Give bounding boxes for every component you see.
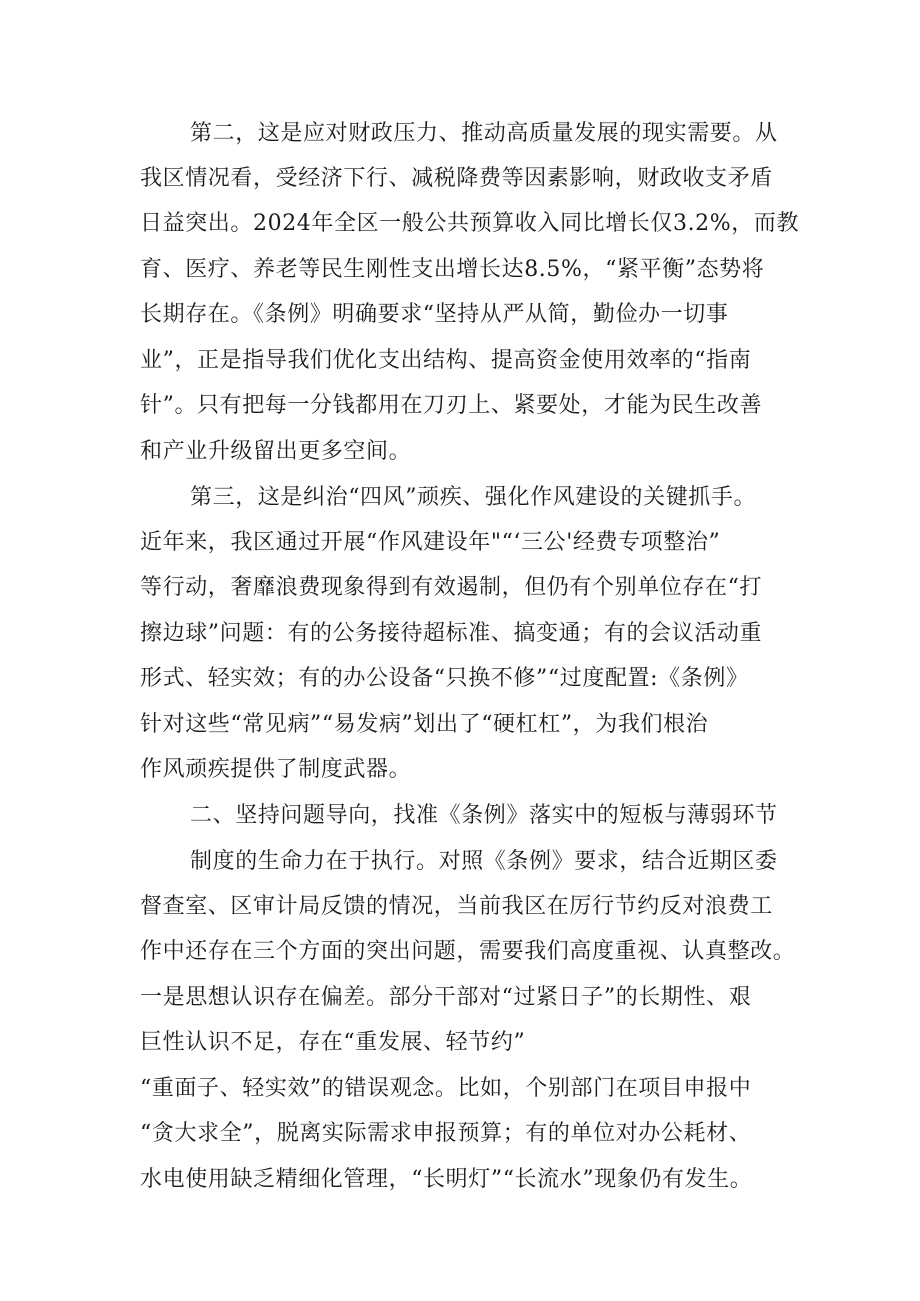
- text-line: 针”。只有把每一分钱都用在刀刃上、紧要处，才能为民生改善: [140, 393, 763, 418]
- text-line: 第三，这是纠治“四风”顽疾、强化作风建设的关键抓手。: [190, 485, 757, 510]
- text-line: 作风顽疾提供了制度武器。: [140, 757, 412, 782]
- text-line: 长期存在。《条例》明确要求“坚持从严从简，勤俭办一切事: [140, 302, 729, 327]
- text-line: 形式、轻实效；有的办公设备“只换不修”“过度配置:《条例》: [140, 666, 749, 691]
- text-line: 业”，正是指导我们优化支出结构、提高资金使用效率的“指南: [140, 348, 752, 373]
- text-line: 一是思想认识存在偏差。部分干部对“过紧日子”的长期性、艰: [140, 985, 752, 1010]
- text-line: 制度的生命力在于执行。对照《条例》要求，结合近期区委: [190, 849, 778, 874]
- text-line: 作中还存在三个方面的突出问题，需要我们高度重视、认真整改。: [140, 939, 796, 964]
- text-line: 第二，这是应对财政压力、推动高质量发展的现实需要。从: [190, 121, 778, 146]
- text-line: 等行动，奢靡浪费现象得到有效遏制，但仍有个别单位存在“打: [140, 575, 763, 600]
- text-line: 育、医疗、养老等民生刚性支出增长达8.5%，“紧平衡”态势将: [140, 257, 765, 282]
- text-line: 我区情况看，受经济下行、减税降费等因素影响，财政收支矛盾: [140, 166, 773, 191]
- text-line: 水电使用缺乏精细化管理，“长明灯”“长流水”现象仍有发生。: [140, 1167, 753, 1192]
- text-line: “重面子、轻实效”的错误观念。比如，个别部门在项目申报中: [140, 1076, 752, 1101]
- text-line: 近年来，我区通过开展“作风建设年"“‘三公'经费专项整治”: [140, 530, 721, 555]
- text-line: “贪大求全”，脱离实际需求申报预算；有的单位对办公耗材、: [140, 1121, 752, 1146]
- text-line: 日益突出。2024年全区一般公共预算收入同比增长仅3.2%，而教: [140, 211, 800, 236]
- text-line: 巨性认识不足，存在“重发展、轻节约”: [140, 1030, 526, 1055]
- section-heading: 二、坚持问题导向，找准《条例》落实中的短板与薄弱环节: [190, 803, 778, 828]
- text-line: 和产业升级留出更多空间。: [140, 439, 412, 464]
- text-line: 擦边球”问题：有的公务接待超标准、搞变通；有的会议活动重: [140, 621, 763, 646]
- text-line: 针对这些“常见病”“易发病”划出了“硬杠杠”，为我们根治: [140, 712, 709, 737]
- text-line: 督查室、区审计局反馈的情况，当前我区在厉行节约反对浪费工: [140, 894, 773, 919]
